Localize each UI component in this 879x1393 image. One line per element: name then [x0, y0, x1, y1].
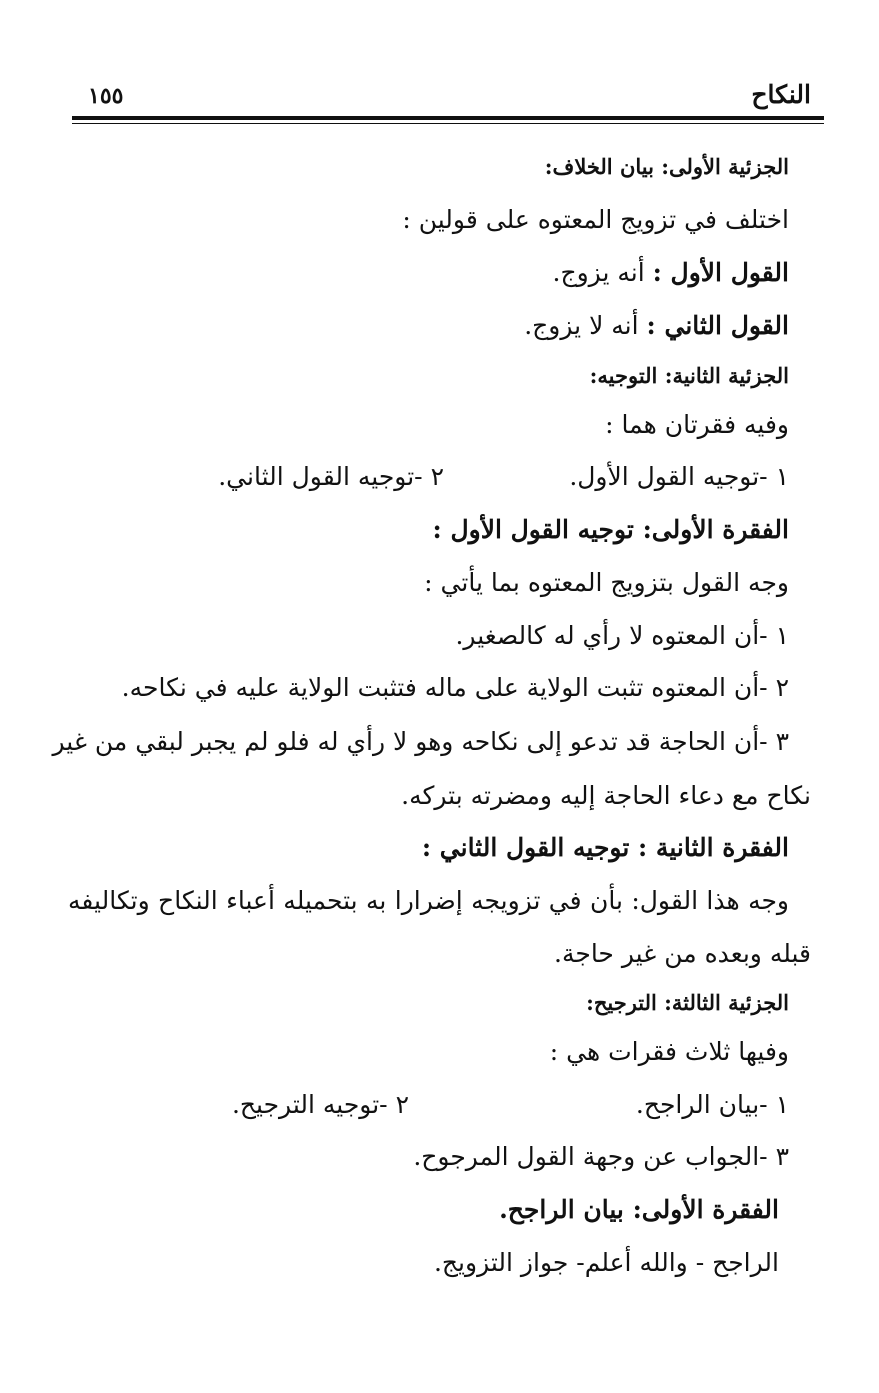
paragraph-line: وجه هذا القول: بأن في تزويجه إضرارا به بتحميله أعباء النكاح وتكاليفه [68, 886, 789, 915]
inline-text: أنه لا يزوج. [524, 311, 647, 340]
list-item: ١ -توجيه القول الأول. [569, 462, 789, 491]
list-item: ٣ -أن الحاجة قد تدعو إلى نكاحه وهو لا رأي له فلو لم يجبر لبقي من غير [52, 727, 789, 756]
paragraph-line [553, 256, 790, 290]
section-heading: الجزئية الثالثة: الترجيح: [586, 990, 789, 1015]
paragraph-line: الراجح - والله أعلم- جواز التزويج. [433, 1248, 779, 1277]
paragraph-line: اختلف في تزويج المعتوه على قولين : [402, 205, 789, 234]
section-heading: الجزئية الأولى: بيان الخلاف: [544, 154, 789, 179]
inline-bold-label: القول الأول : [652, 258, 789, 287]
list-item: ١ -أن المعتوه لا رأي له كالصغير. [455, 621, 789, 650]
inline-text: أنه يزوج. [552, 258, 653, 287]
header-rule-thin [72, 123, 824, 124]
list-item: ٣ -الجواب عن وجهة القول المرجوح. [413, 1142, 789, 1171]
list-item: ٢ -توجيه القول الثاني. [218, 462, 444, 491]
inline-bold-label: القول الثاني : [646, 311, 789, 340]
list-item: ٢ -أن المعتوه تثبت الولاية على ماله فتثبت الولاية عليه في نكاحه. [121, 673, 789, 702]
page-number: ١٥٥ [88, 83, 124, 109]
section-heading: الجزئية الثانية: التوجيه: [589, 363, 789, 388]
list-item: ٢ -توجيه الترجيح. [231, 1090, 409, 1119]
paragraph-line: وجه القول بتزويج المعتوه بما يأتي : [424, 568, 789, 597]
subsection-heading: الفقرة الأولى: توجيه القول الأول : [432, 515, 789, 544]
paragraph-line: قبله وبعده من غير حاجة. [554, 939, 811, 968]
header-rule-thick [72, 116, 824, 120]
paragraph-line [524, 309, 789, 343]
list-item: ١ -بيان الراجح. [635, 1090, 789, 1119]
subsection-heading: الفقرة الأولى: بيان الراجح. [499, 1195, 779, 1224]
paragraph-line: وفيه فقرتان هما : [605, 410, 789, 439]
paragraph-line: وفيها ثلاث فقرات هي : [549, 1037, 789, 1066]
paragraph-line: نكاح مع دعاء الحاجة إليه ومضرته بتركه. [401, 781, 811, 810]
running-header-title: النكاح [751, 80, 811, 109]
subsection-heading: الفقرة الثانية : توجيه القول الثاني : [421, 833, 789, 862]
